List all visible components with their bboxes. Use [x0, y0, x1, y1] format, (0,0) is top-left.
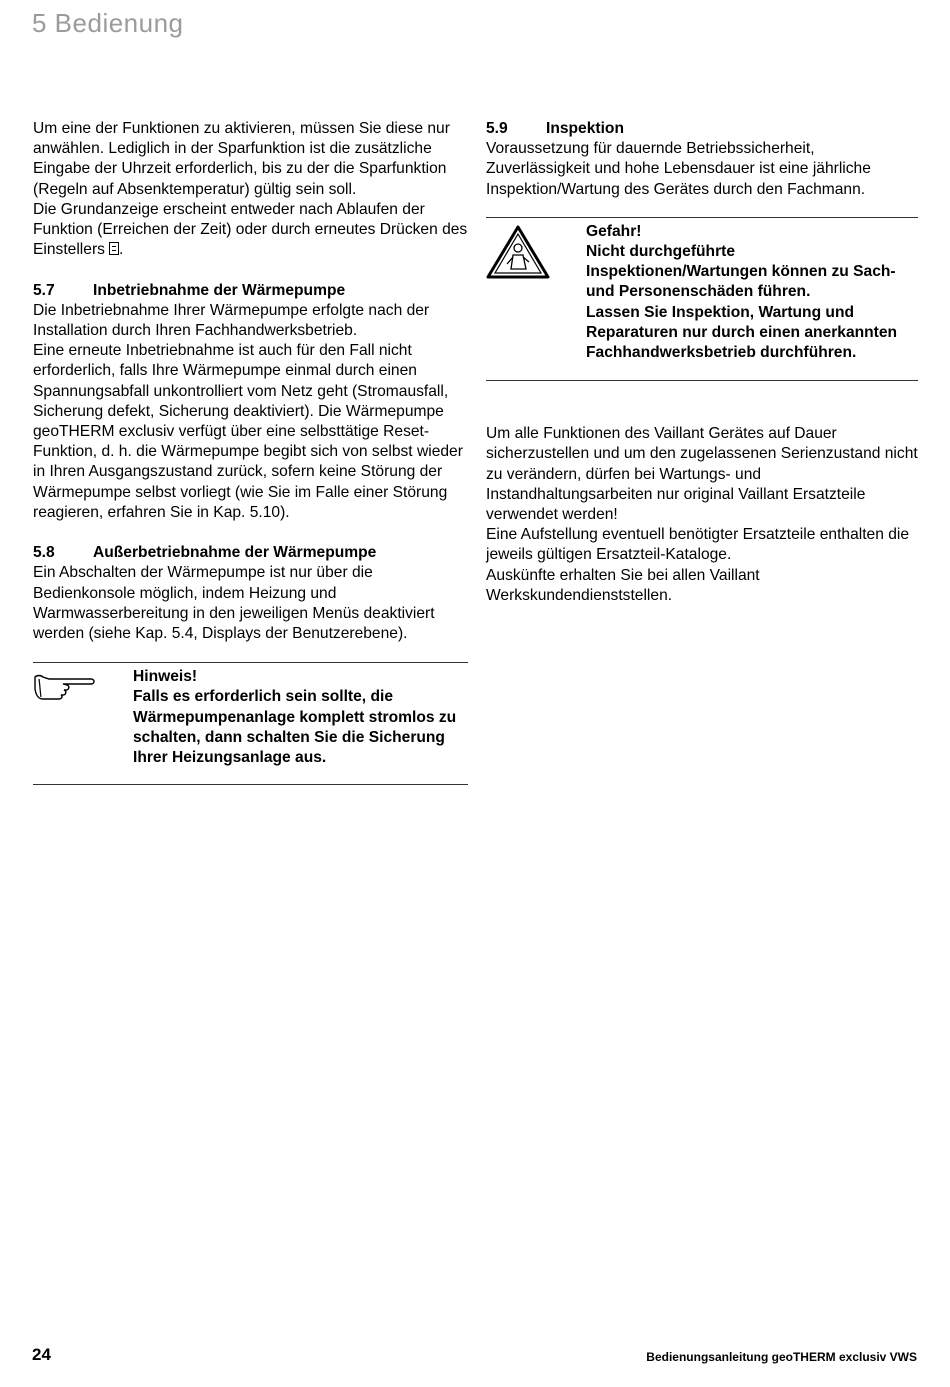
right-column [486, 119, 918, 606]
left-column [33, 119, 468, 785]
note-box [33, 662, 468, 785]
customer-service-paragraph: Auskünfte erhalten Sie bei allen Vaillant Werkskundendienststellen. [486, 566, 760, 604]
section-5-8-paragraph-1: Ein Abschalten der Wärmepumpe ist nur über die Bedienkonsole möglich, indem Heizung und Warmwasserbereitung in den jeweiligen Menüs deaktiviert werden (siehe Kap. 5.4, Displays der Benutzerebene). [33, 564, 435, 643]
section-5-7-paragraph-1: Die Inbetriebnahme Ihrer Wärmepumpe erfolgte nach der Installation durch Ihren Fachhandwerksbetrieb. [33, 301, 430, 340]
spare-parts-paragraph: Um alle Funktionen des Vaillant Gerätes auf Dauer sicherzustellen und um den zugelassenen Serienzustand nicht zu verändern, dürfen bei Wartungs- und Instandhaltungsarbeiten nur original Vaillant Ersatzteile verwendet werden! [486, 425, 918, 524]
intro-paragraph-2: Die Grundanzeige erscheint entweder nach Ablaufen der Funktion (Erreichen der Zeit) oder durch erneutes Drücken des Einstellers . [33, 200, 468, 259]
danger-label: Gefahr! [586, 222, 642, 240]
page-number: 24 [32, 1345, 51, 1364]
section-5-7-paragraph-2: Eine erneute Inbetriebnahme ist auch für den Fall nicht erforderlich, falls Ihre Wärmepumpe einmal durch einen Spannungsabfall unkontrolliert vom Netz geht (Stromausfall, Sicherung defekt, Sicherung deaktiviert). Die Wärmepumpe geoTHERM exclusiv verfügt über eine selbsttätige Reset-Funktion, d. h. die Wärmepumpe begibt sich von selbst wieder in Ihren Ausgangszustand zurück, sofern keine Störung der Wärmepumpe selbst vorliegt (wie Sie im Falle einer Störung reagieren, erfahren Sie in Kap. 5.10). [33, 342, 463, 521]
catalog-paragraph: Eine Aufstellung eventuell benötigter Ersatzteile enthalten die jeweils gültigen Ersatzteil-Kataloge. [486, 526, 910, 564]
section-5-9-heading: 5.9 Inspektion [486, 120, 624, 137]
danger-box [486, 217, 918, 381]
danger-text-2: Lassen Sie Inspektion, Wartung und Reparaturen nur durch einen anerkannten Fachhandwerksbetrieb durchführen. [586, 303, 898, 362]
warning-triangle-icon [486, 224, 550, 286]
page-header-title: 5 Bedienung [32, 8, 184, 38]
document-title: Bedienungsanleitung geoTHERM exclusiv VWS [646, 1350, 917, 1364]
note-text: Falls es erforderlich sein sollte, die Wärmepumpenanlage komplett stromlos zu schalten, dann schalten Sie die Sicherung Ihrer Heizungsanlage aus. [133, 688, 457, 767]
intro-paragraph-1: Um eine der Funktionen zu aktivieren, müssen Sie diese nur anwählen. Lediglich in der Sparfunktion ist die zusätzliche Eingabe der Uhrzeit erforderlich, bis zu der die Sparfunktion (Regeln auf Absenktemperatur) gültig sein soll. [33, 120, 450, 198]
pointing-hand-icon [33, 671, 97, 707]
section-5-9-paragraph-1: Voraussetzung für dauernde Betriebssicherheit, Zuverlässigkeit und hohe Lebensdauer ist eine jährliche Inspektion/Wartung des Gerätes durch den Fachmann. [486, 140, 871, 198]
danger-text-1: Nicht durchgeführte Inspektionen/Wartungen können zu Sach- und Personenschäden führen. [586, 243, 896, 301]
note-label: Hinweis! [133, 668, 198, 686]
section-5-8-heading: 5.8 Außerbetriebnahme der Wärmepumpe [33, 544, 377, 562]
dial-menu-icon [109, 242, 119, 255]
section-5-7-heading: 5.7 Inbetriebnahme der Wärmepumpe [33, 281, 346, 299]
